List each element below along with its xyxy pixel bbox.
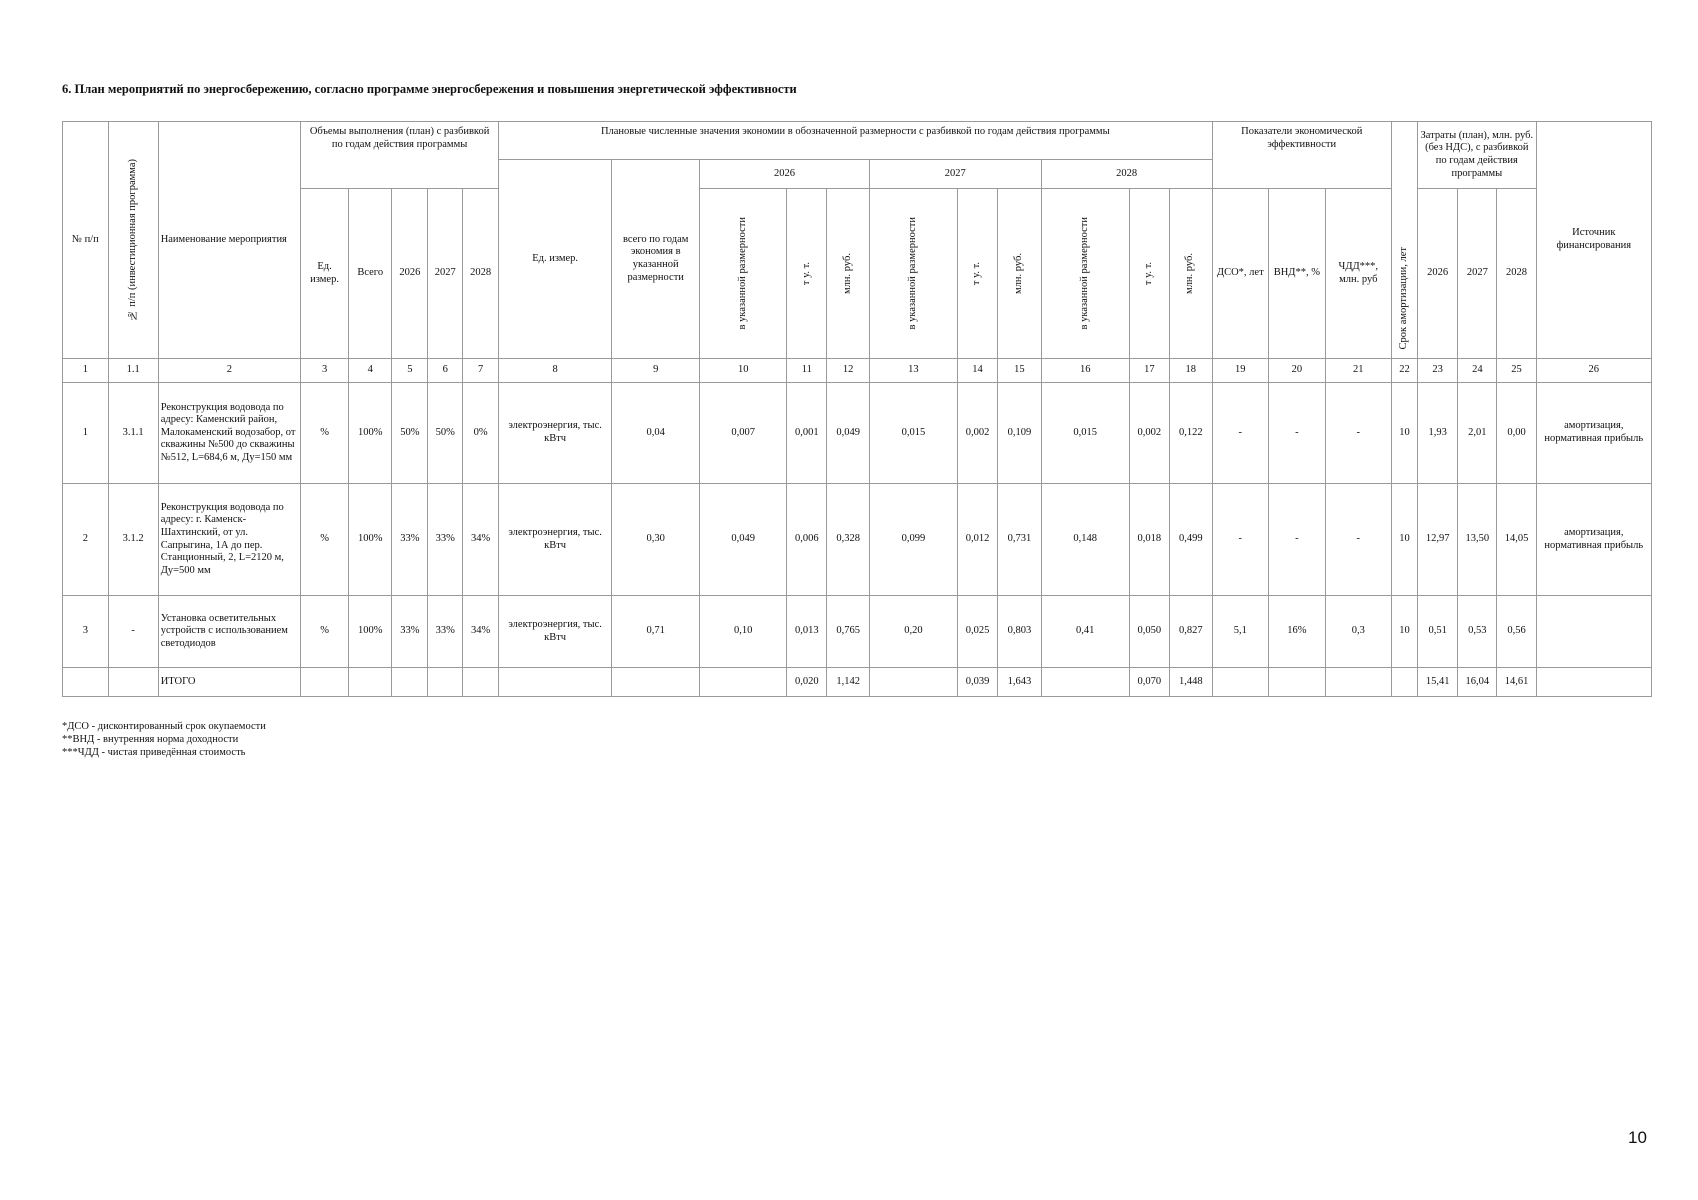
cell-source — [1536, 596, 1651, 668]
header-unit: Ед. измер. — [499, 160, 612, 359]
cell-empty — [1041, 668, 1129, 697]
cell-amort: 10 — [1391, 596, 1417, 668]
header-name: Наименование мероприятия — [158, 122, 300, 359]
cell-empty — [869, 668, 957, 697]
cell-y2: 50% — [428, 383, 463, 484]
cell-c14: 0,025 — [957, 596, 997, 668]
header-2027-mln — [998, 189, 1041, 359]
col-num: 4 — [348, 359, 391, 383]
header-chdd: ЧДД***, млн. руб — [1325, 189, 1391, 359]
cell-inv: 3.1.2 — [108, 484, 158, 596]
col-num: 20 — [1269, 359, 1326, 383]
table-row — [63, 383, 1652, 484]
col-num: 11 — [787, 359, 827, 383]
total-c18: 1,448 — [1169, 668, 1212, 697]
cell-vnd: 16% — [1269, 596, 1326, 668]
cell-c17: 0,018 — [1129, 484, 1169, 596]
cell-saving-unit: электроэнергия, тыс. кВтч — [499, 383, 612, 484]
cell-source: амортизация, нормативная прибыль — [1536, 484, 1651, 596]
header-vol-2027: 2027 — [428, 189, 463, 359]
col-num: 22 — [1391, 359, 1417, 383]
header-costs: Затраты (план), млн. руб. (без НДС), с разбивкой по годам действия программы — [1418, 122, 1537, 189]
cell-saving-total: 0,30 — [612, 484, 700, 596]
cell-c11: 0,013 — [787, 596, 827, 668]
header-cost-2027: 2027 — [1458, 189, 1497, 359]
header-2027-in-unit — [869, 189, 957, 359]
cell-vnd: - — [1269, 383, 1326, 484]
cell-c16: 0,41 — [1041, 596, 1129, 668]
cell-empty — [1269, 668, 1326, 697]
total-cost1: 15,41 — [1418, 668, 1458, 697]
cell-empty — [348, 668, 391, 697]
header-vnd: ВНД**, % — [1269, 189, 1326, 359]
cell-empty — [63, 668, 109, 697]
cell-c12: 0,765 — [827, 596, 869, 668]
header-2026-mln-text: млн. руб. — [841, 253, 853, 294]
header-vol-2026: 2026 — [392, 189, 428, 359]
cell-cost3: 0,00 — [1497, 383, 1536, 484]
col-num: 24 — [1458, 359, 1497, 383]
header-inv-num-text: № п/п (инвестиционная программа) — [126, 159, 138, 321]
col-num: 26 — [1536, 359, 1651, 383]
cell-y1: 33% — [392, 596, 428, 668]
cell-empty — [108, 668, 158, 697]
cell-c13: 0,099 — [869, 484, 957, 596]
header-2026-tut — [787, 189, 827, 359]
cell-y3: 34% — [463, 596, 499, 668]
col-num: 12 — [827, 359, 869, 383]
cell-name: Реконструкция водовода по адресу: Каменский район, Малокаменский водозабор, от скважины №500 до скважины №512, L=684,6 м, Ду=150 мм — [158, 383, 300, 484]
cell-cost3: 0,56 — [1497, 596, 1536, 668]
cell-y1: 50% — [392, 383, 428, 484]
cell-empty — [463, 668, 499, 697]
cell-empty — [301, 668, 349, 697]
cell-saving-total: 0,71 — [612, 596, 700, 668]
col-num: 15 — [998, 359, 1041, 383]
header-source: Источник финансирования — [1536, 122, 1651, 359]
cell-c11: 0,006 — [787, 484, 827, 596]
page-number: 10 — [1628, 1128, 1647, 1147]
cell-c16: 0,148 — [1041, 484, 1129, 596]
header-amort — [1391, 122, 1417, 359]
col-num: 7 — [463, 359, 499, 383]
cell-unit: % — [301, 383, 349, 484]
header-2028-in-unit-text: в указанной размерности — [1078, 217, 1090, 330]
cell-chdd: 0,3 — [1325, 596, 1391, 668]
header-amort-text: Срок амортизации, лет — [1398, 247, 1410, 350]
cell-empty — [1325, 668, 1391, 697]
col-num: 17 — [1129, 359, 1169, 383]
cell-num: 1 — [63, 383, 109, 484]
cell-c18: 0,122 — [1169, 383, 1212, 484]
energy-saving-plan-table — [62, 121, 1652, 697]
cell-c12: 0,328 — [827, 484, 869, 596]
header-2027-mln-text: млн. руб. — [1013, 253, 1025, 294]
cell-num: 2 — [63, 484, 109, 596]
cell-vnd: - — [1269, 484, 1326, 596]
cell-cost2: 13,50 — [1458, 484, 1497, 596]
total-c15: 1,643 — [998, 668, 1041, 697]
cell-cost1: 0,51 — [1418, 596, 1458, 668]
cell-empty — [1391, 668, 1417, 697]
cell-empty — [392, 668, 428, 697]
total-c12: 1,142 — [827, 668, 869, 697]
header-planned: Плановые численные значения экономии в обозначенной размерности с разбивкой по годам действия программы — [499, 122, 1212, 160]
header-inv-num — [108, 122, 158, 359]
column-number-row — [63, 359, 1652, 383]
col-num: 2 — [158, 359, 300, 383]
cell-empty — [612, 668, 700, 697]
cell-c13: 0,015 — [869, 383, 957, 484]
cell-amort: 10 — [1391, 383, 1417, 484]
cell-c13: 0,20 — [869, 596, 957, 668]
header-vol-2028: 2028 — [463, 189, 499, 359]
cell-c16: 0,015 — [1041, 383, 1129, 484]
cell-chdd: - — [1325, 383, 1391, 484]
cell-saving-unit: электроэнергия, тыс. кВтч — [499, 484, 612, 596]
header-2026-mln — [827, 189, 869, 359]
cell-c14: 0,012 — [957, 484, 997, 596]
cell-cost3: 14,05 — [1497, 484, 1536, 596]
cell-empty — [428, 668, 463, 697]
cell-c17: 0,050 — [1129, 596, 1169, 668]
col-num: 10 — [700, 359, 787, 383]
header-2028-tut-text: т у. т. — [1143, 261, 1155, 286]
section-title: 6. План мероприятий по энергосбережению, согласно программе энергосбережения и повышения энергетической эффективности — [62, 82, 797, 96]
cell-c11: 0,001 — [787, 383, 827, 484]
header-2026-in-unit-text: в указанной размерности — [736, 217, 748, 330]
cell-unit: % — [301, 596, 349, 668]
cell-total: 100% — [348, 383, 391, 484]
col-num: 6 — [428, 359, 463, 383]
total-cost3: 14,61 — [1497, 668, 1536, 697]
header-vol-total: Всего — [348, 189, 391, 359]
footnote: ***ЧДД - чистая приведённая стоимость — [62, 747, 246, 759]
col-num: 3 — [301, 359, 349, 383]
cell-name: Реконструкция водовода по адресу: г. Каменск-Шахтинский, от ул. Сапрыгина, 1А до пер. Станционный, 2, L=2120 м, Ду=500 мм — [158, 484, 300, 596]
col-num: 9 — [612, 359, 700, 383]
col-num: 14 — [957, 359, 997, 383]
cell-total: 100% — [348, 596, 391, 668]
header-2028-mln-text: млн. руб. — [1184, 253, 1196, 294]
cell-cost1: 1,93 — [1418, 383, 1458, 484]
col-num: 5 — [392, 359, 428, 383]
col-num: 1.1 — [108, 359, 158, 383]
header-num: № п/п — [63, 122, 109, 359]
cell-inv: 3.1.1 — [108, 383, 158, 484]
footnotes — [62, 720, 266, 759]
header-econ: Показатели экономической эффективности — [1212, 122, 1391, 189]
cell-c18: 0,499 — [1169, 484, 1212, 596]
col-num: 1 — [63, 359, 109, 383]
cell-y3: 0% — [463, 383, 499, 484]
header-2027-in-unit-text: в указанной размерности — [907, 217, 919, 330]
total-c14: 0,039 — [957, 668, 997, 697]
footnote: **ВНД - внутренняя норма доходности — [62, 734, 239, 746]
cell-source: амортизация, нормативная прибыль — [1536, 383, 1651, 484]
cell-y2: 33% — [428, 484, 463, 596]
header-year-2026: 2026 — [700, 160, 870, 189]
header-2028-mln — [1169, 189, 1212, 359]
header-row-1 — [63, 122, 1652, 160]
cell-empty — [700, 668, 787, 697]
cell-c18: 0,827 — [1169, 596, 1212, 668]
cell-c10: 0,10 — [700, 596, 787, 668]
col-num: 18 — [1169, 359, 1212, 383]
cell-c10: 0,007 — [700, 383, 787, 484]
cell-cost2: 2,01 — [1458, 383, 1497, 484]
cell-empty — [499, 668, 612, 697]
cell-dso: - — [1212, 383, 1269, 484]
header-2026-tut-text: т у. т. — [800, 261, 812, 286]
cell-c12: 0,049 — [827, 383, 869, 484]
header-2028-tut — [1129, 189, 1169, 359]
cell-name: Установка осветительных устройств с использованием светодиодов — [158, 596, 300, 668]
header-2028-in-unit — [1041, 189, 1129, 359]
cell-c15: 0,803 — [998, 596, 1041, 668]
footnote: *ДСО - дисконтированный срок окупаемости — [62, 721, 266, 732]
cell-unit: % — [301, 484, 349, 596]
cell-saving-total: 0,04 — [612, 383, 700, 484]
cell-inv: - — [108, 596, 158, 668]
col-num: 8 — [499, 359, 612, 383]
total-row — [63, 668, 1652, 697]
cell-y3: 34% — [463, 484, 499, 596]
cell-empty — [1212, 668, 1269, 697]
cell-cost1: 12,97 — [1418, 484, 1458, 596]
cell-c15: 0,731 — [998, 484, 1041, 596]
cell-y1: 33% — [392, 484, 428, 596]
total-c11: 0,020 — [787, 668, 827, 697]
cell-c17: 0,002 — [1129, 383, 1169, 484]
header-cost-2028: 2028 — [1497, 189, 1536, 359]
col-num: 21 — [1325, 359, 1391, 383]
header-dso: ДСО*, лет — [1212, 189, 1269, 359]
header-year-2027: 2027 — [869, 160, 1041, 189]
header-total-saving: всего по годам экономия в указанной размерности — [612, 160, 700, 359]
cell-chdd: - — [1325, 484, 1391, 596]
total-c17: 0,070 — [1129, 668, 1169, 697]
cell-c14: 0,002 — [957, 383, 997, 484]
cell-dso: 5,1 — [1212, 596, 1269, 668]
header-year-2028: 2028 — [1041, 160, 1212, 189]
table-row — [63, 596, 1652, 668]
cell-y2: 33% — [428, 596, 463, 668]
col-num: 16 — [1041, 359, 1129, 383]
cell-dso: - — [1212, 484, 1269, 596]
total-cost2: 16,04 — [1458, 668, 1497, 697]
header-2026-in-unit — [700, 189, 787, 359]
header-volumes: Объемы выполнения (план) с разбивкой по годам действия программы — [301, 122, 499, 189]
col-num: 19 — [1212, 359, 1269, 383]
col-num: 23 — [1418, 359, 1458, 383]
cell-c15: 0,109 — [998, 383, 1041, 484]
col-num: 25 — [1497, 359, 1536, 383]
cell-c10: 0,049 — [700, 484, 787, 596]
cell-saving-unit: электроэнергия, тыс. кВтч — [499, 596, 612, 668]
cell-empty — [1536, 668, 1651, 697]
header-2027-tut — [957, 189, 997, 359]
total-label: ИТОГО — [158, 668, 300, 697]
header-vol-unit: Ед. измер. — [301, 189, 349, 359]
header-2027-tut-text: т у. т. — [971, 261, 983, 286]
cell-amort: 10 — [1391, 484, 1417, 596]
cell-total: 100% — [348, 484, 391, 596]
col-num: 13 — [869, 359, 957, 383]
cell-cost2: 0,53 — [1458, 596, 1497, 668]
table-row — [63, 484, 1652, 596]
header-cost-2026: 2026 — [1418, 189, 1458, 359]
cell-num: 3 — [63, 596, 109, 668]
